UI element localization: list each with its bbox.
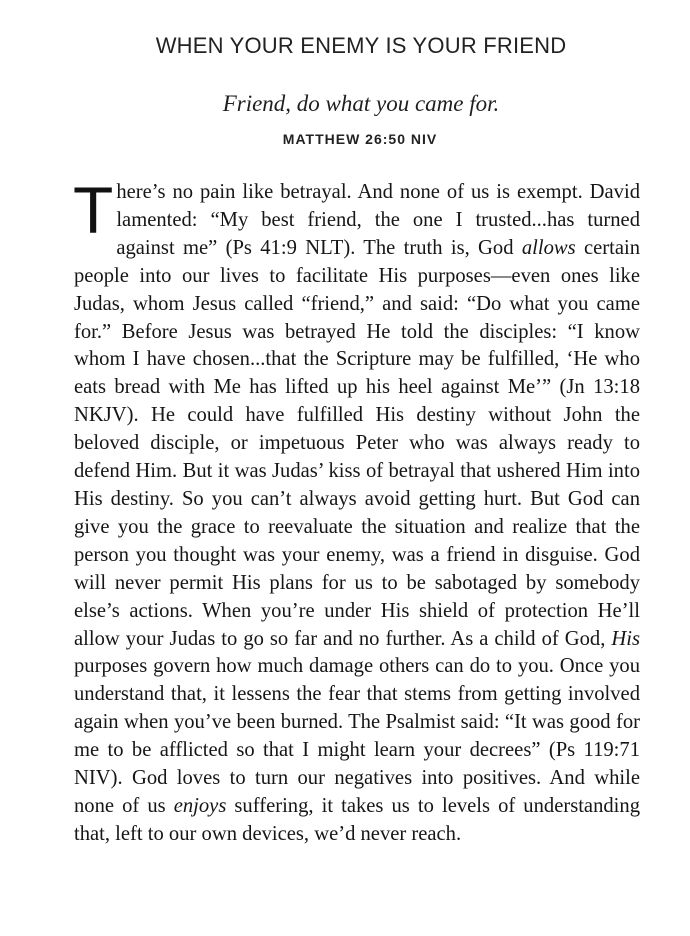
body-text-segment: purposes govern how much damage others can do to you. Once you understand that, it lessens the fear that stems from getting involved again when you’ve been burned. The Psalmist said: “It was good for me to be afflicted so that I might learn your decrees” (Ps 119:71 NIV). God loves to turn our negatives into positives. And while none of us [74,655,640,817]
emphasis-his: His [611,627,640,650]
scripture-reference: MATTHEW 26:50 NIV [282,131,438,147]
epigraph-quote: Friend, do what you came for. [222,91,500,116]
drop-cap-letter: T [73,173,114,247]
body-text-segment: here’s no pain like betrayal. And none of us is exempt. David lamented: “My best friend, the one I trusted...has turned against me” (Ps 41:9 NLT). The truth is, God [116,181,640,259]
body-text-segment: suffering, it takes us to levels of understanding that, left to our own devices, we’d never reach. [74,794,640,845]
emphasis-allows: allows [521,236,576,259]
body-paragraph [73,173,640,849]
page-title: WHEN YOUR ENEMY IS YOUR FRIEND [155,33,567,58]
body-text-segment: certain people into our lives to facilitate His purposes—even ones like Judas, whom Jesus called “friend,” and said: “Do what you came for.” Before Jesus was betrayed He told the disciples: “I know whom I have chosen...that the Scripture may be fulfilled, ‘He who eats bread with Me has lifted up his heel against Me’” (Jn 13:18 NKJV). He could have fulfilled His destiny without John the beloved disciple, or impetuous Peter who was always ready to defend Him. But it was Judas’ kiss of betrayal that ushered Him into His destiny. So you can’t always avoid getting hurt. But God can give you the grace to reevaluate the situation and realize that the person you thought was your enemy, was a friend in disguise. God will never permit His plans for us to be sabotaged by somebody else’s actions. When you’re under His shield of protection He’ll allow your Judas to go so far and no further. As a child of God, [74,236,640,650]
emphasis-enjoys: enjoys [173,794,227,817]
